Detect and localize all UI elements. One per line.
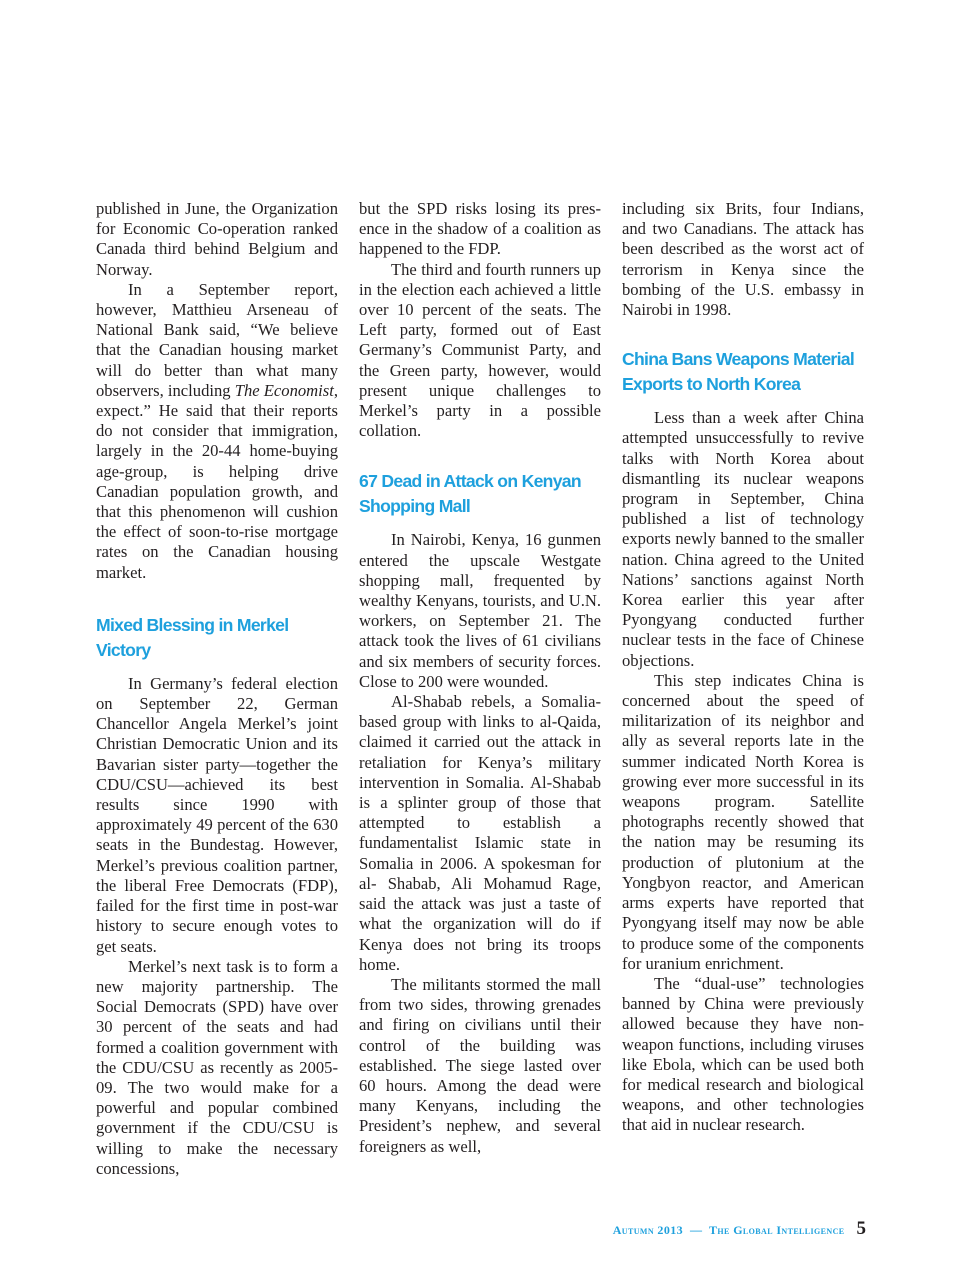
paragraph-nairobi-attack: In Nairobi, Kenya, 16 gunmen entered the upscale Westgate shopping mall, frequented by wealthy Kenyans, tourists, and U.N. workers, on September 21. The attack took the lives of 61 civilians and six members of security forces. Close to 200 were wounded. [359, 530, 601, 691]
column-1 [96, 199, 338, 1179]
paragraph-merkel-next-task: Merkel’s next task is to form a new majority partnership. The Social Democrats (SPD) have over 30 percent of the seats and had formed a coalition government with the CDU/CSU as recently as 2005-09. The two would make for a powerful and popular combined government if the CDU/CSU is willing to make the necessary concessions, [96, 956, 338, 1178]
housing-text-start: In a September report, however, Matthieu Arseneau of National Bank said, “We believe that the Canadian housing market will do better than what many observers, including [96, 279, 338, 400]
page-number: 5 [856, 1218, 866, 1239]
footer-publication: The Global Intelligence [709, 1223, 845, 1237]
footer-issue: Autumn 2013 [612, 1223, 684, 1237]
economist-title: The Economist [234, 380, 334, 400]
heading-china-bans: China Bans Weapons Material Exports to North Korea [622, 349, 855, 395]
paragraph-militarization: This step indicates China is concerned about the speed of militarization of its neighbor and ally as several reports late in the summer indicated North Korea is growing ever more successful in its weapons program. Satellite photographs recently showed that the nation may be resuming its production of plutonium at the Yongbyon reactor, and American arms experts have reported that Pyongyang itself may now be able to produce some of the components for uranium enrichment. [622, 670, 864, 973]
footer-separator: — [690, 1223, 703, 1237]
page-footer [613, 1218, 866, 1240]
heading-merkel-victory: Mixed Blessing in Merkel Victory [96, 614, 289, 660]
column-2 [359, 199, 601, 1157]
paragraph-siege: The militants stormed the mall from two sides, throwing grenades and firing on civilians until their control of the building was established. The siege lasted over 60 hours. Among the dead were many Kenyans, including the President’s nephew, and several foreigners as well, [359, 974, 601, 1156]
housing-text-end: , expect.” He said that their reports do not consider that immigration, largely in the 20-44 home-buying age-group, is helping drive Canadian population growth, and that this phenomenon will cushion the effect of soon-to-rise mortgage rates on the Canadian housing market. [96, 380, 338, 582]
paragraph-spd-risk: but the SPD risks losing its presence in the shadow of a coalition as happened to the FDP. [359, 199, 601, 259]
paragraph-german-election: In Germany’s federal election on September 22, German Chancellor Angela Merkel’s joint Christian Democratic Union and its Bavarian sister party—together the CDU/CSU—achieved its best results since 1990 with approximately 49 percent of the 630 seats in the Bundestag. However, Merkel’s previous coalition partner, the liberal Free Democrats (FDP), failed for the first time in post-war history to secure enough votes to get seats. [96, 673, 338, 956]
heading-kenya-attack: 67 Dead in Attack on Kenyan Shopping Mall [359, 471, 581, 517]
paragraph-victims: including six Brits, four Indians, and two Canadians. The attack has been described as the worst act of terrorism in Kenya since the bombing of the U.S. embassy in Nairobi in 1998. [622, 199, 864, 320]
column-3 [622, 199, 864, 1136]
paragraph-dual-use: The “dual-use” technologies banned by China were previously allowed because they have non-weapon functions, including viruses like Ebola, which can be used both for medical research and biological weapons, and other technologies that aid in nuclear research. [622, 973, 864, 1135]
paragraph-runners-up: The third and fourth runners up in the election each achieved a little over 10 percent of the seats. The Left party, formed out of East Germany’s Communist Party, and the Green party, however, would present unique challenges to Merkel’s party in a possible collation. [359, 259, 601, 441]
paragraph-al-shabab: Al-Shabab rebels, a Somalia-based group with links to al-Qaida, claimed it carried out the attack in retaliation for Kenya’s military intervention in Somalia. Al-Shabab is a splinter group of those that attempted to establish a fundamentalist Islamic state in Somalia in 2006. A spokesman for al- Shabab, Ali Mohamud Rage, said the attack was just a taste of what the organization will do if Kenya does not bring its troops home. [359, 692, 601, 974]
paragraph-canada-ranking: published in June, the Organization for Economic Co-operation ranked Canada third behind Belgium and Norway. [96, 199, 338, 279]
paragraph-canada-housing [96, 280, 338, 583]
paragraph-china-export-list: Less than a week after China attempted unsuccessfully to revive talks with North Korea about dismantling its nuclear weapons program in September, China published a list of technology exports newly banned to the smaller nation. China agreed to the United Nations’ sanctions against North Korea earlier this year after Pyongyang conducted further nuclear tests in the face of Chinese objections. [622, 408, 864, 670]
